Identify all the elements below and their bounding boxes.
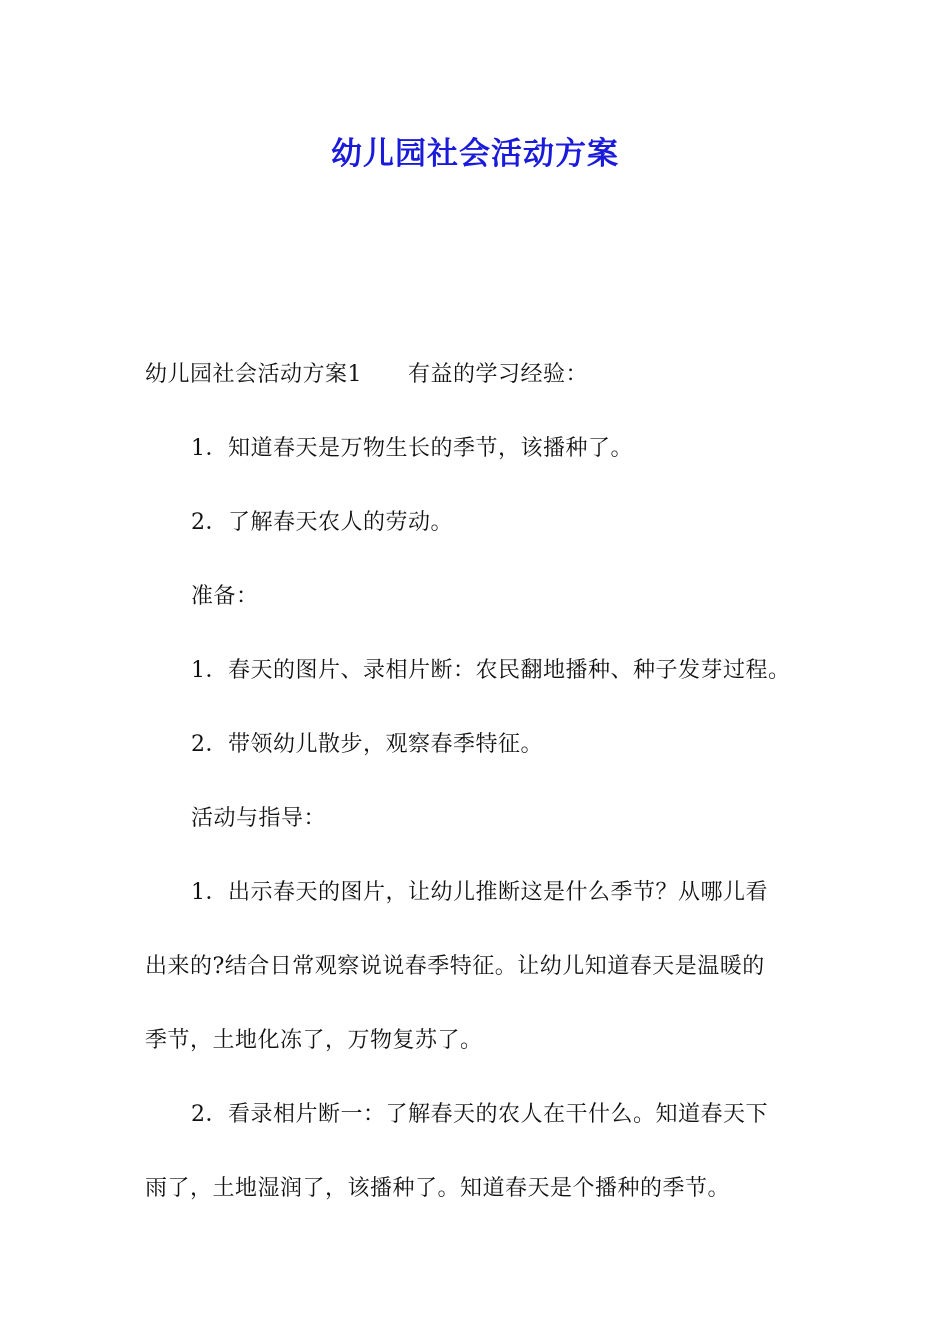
activity-1-line-1: 1．出示春天的图片，让幼儿推断这是什么季节？从哪儿看 — [191, 880, 768, 905]
document-title: 幼儿园社会活动方案 — [331, 136, 619, 172]
activity-1-line-3: 季节，土地化冻了，万物复苏了。 — [145, 1028, 483, 1053]
activity-label: 活动与指导： — [191, 806, 327, 831]
section-heading: 幼儿园社会活动方案1 — [145, 362, 362, 387]
activity-1-line-2: 出来的?结合日常观察说说春季特征。让幼儿知道春天是温暖的 — [145, 954, 765, 979]
section-heading-line — [145, 338, 825, 412]
goal-item-2: 2．了解春天农人的劳动。 — [191, 510, 453, 535]
activity-2-line-1: 2．看录相片断一：了解春天的农人在干什么。知道春天下 — [191, 1102, 768, 1127]
prep-item-1: 1．春天的图片、录相片断：农民翻地播种、种子发芽过程。 — [191, 658, 791, 683]
goals-label: 有益的学习经验： — [408, 362, 589, 387]
prep-item-2: 2．带领幼儿散步，观察春季特征。 — [191, 732, 543, 757]
goal-item-1: 1．知道春天是万物生长的季节，该播种了。 — [191, 436, 633, 461]
prep-label: 准备： — [191, 584, 259, 609]
activity-2-line-2: 雨了，土地湿润了，该播种了。知道春天是个播种的季节。 — [145, 1176, 731, 1201]
document-body — [145, 338, 825, 1226]
